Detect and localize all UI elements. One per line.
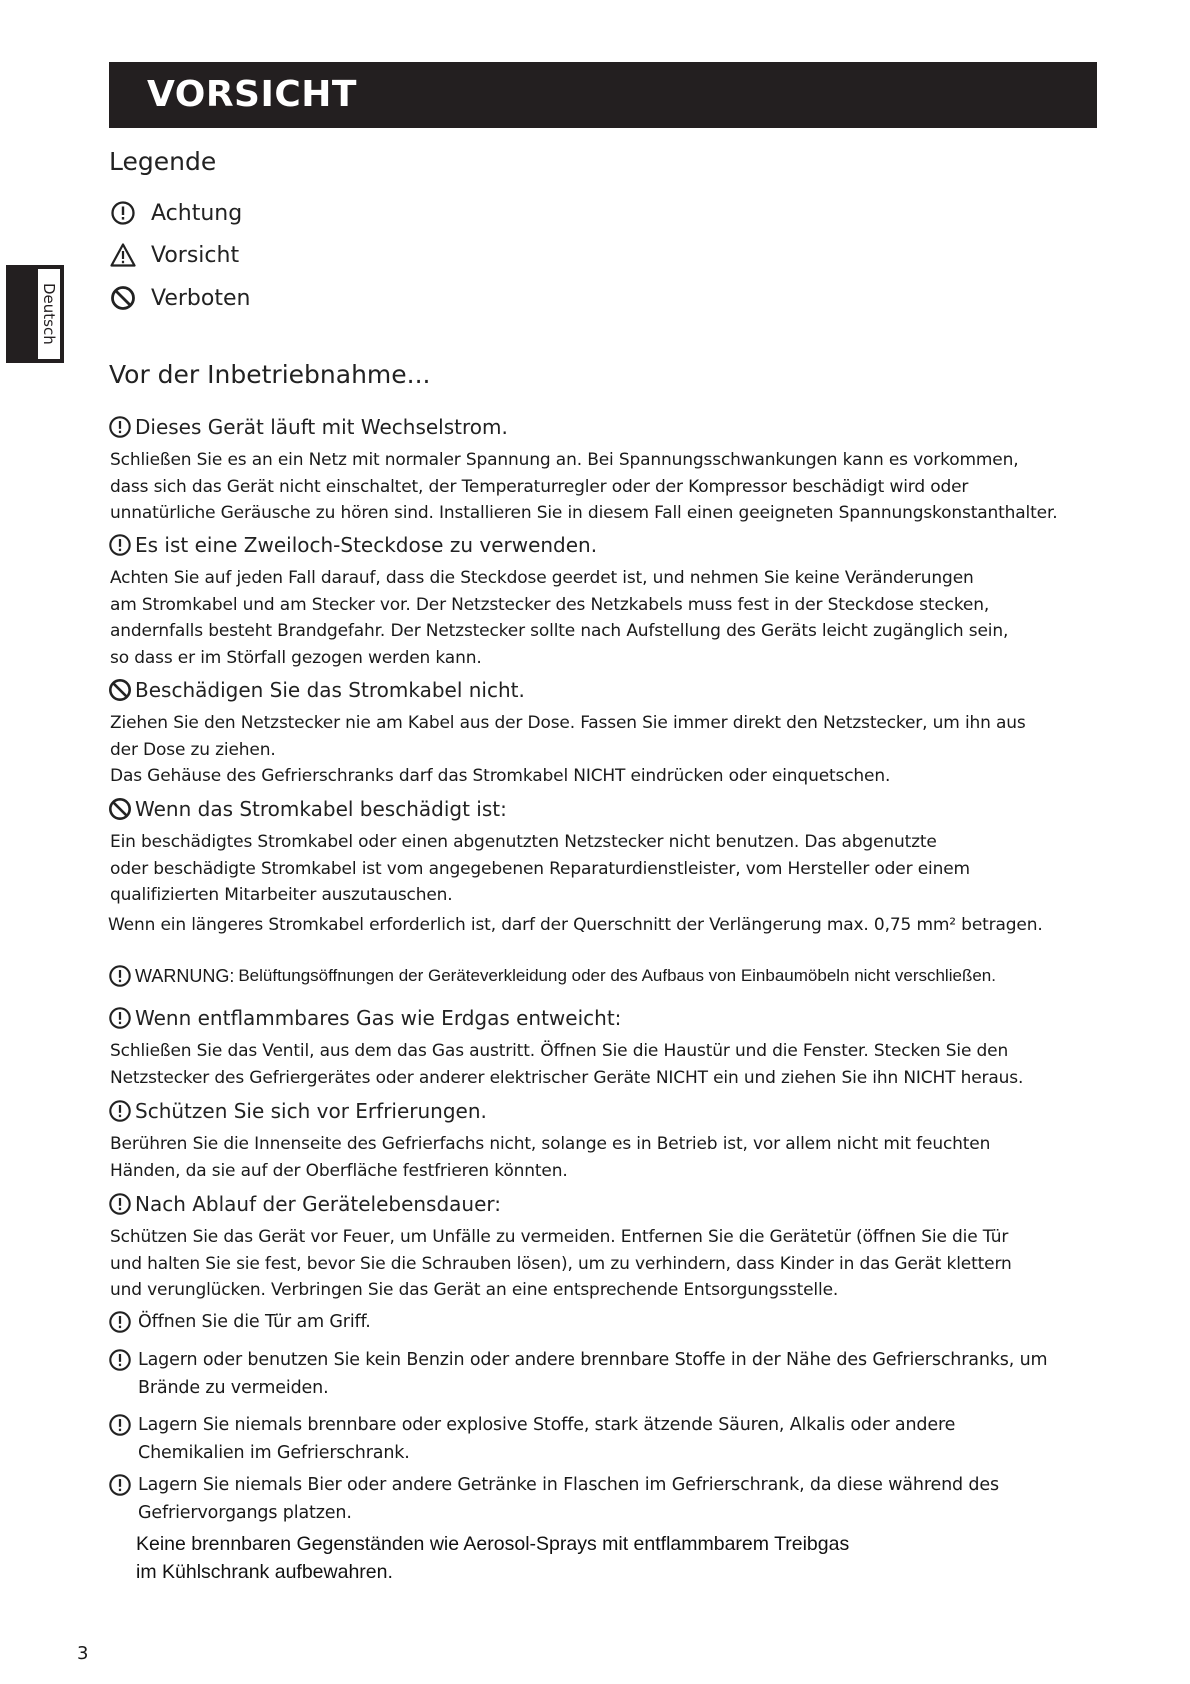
attention-circle-icon [108,1348,132,1372]
safety-item-title [108,1097,1108,1125]
safety-item [108,795,1108,909]
safety-item [108,413,1108,527]
prohibited-icon [108,678,132,702]
legend-label: Vorsicht [151,242,240,268]
aerosol-note: Keine brennbaren Gegenständen wie Aerosol-Sprays mit entflammbarem Treibgas im Kühlschrank aufbewahren. [136,1533,850,1583]
safety-item [108,676,1108,790]
item-title-text: Es ist eine Zweiloch-Steckdose zu verwenden. [135,533,598,557]
attention-circle-icon [108,1192,132,1216]
list-item-text: Lagern oder benutzen Sie kein Benzin oder andere brennbare Stoffe in der Nähe des Gefrierschranks, um Brände zu vermeiden. [138,1350,1048,1398]
item-title-text: Beschädigen Sie das Stromkabel nicht. [135,678,525,702]
item-body: Schützen Sie das Gerät vor Feuer, um Unfälle zu vermeiden. Entfernen Sie die Gerätetür (öffnen Sie die Tür und halten Sie sie fest, bevor Sie die Schrauben lösen), um zu verhindern, dass Kinder in das Gerät klettern und verunglücken. Verbringen Sie das Gerät an eine entsprechende Entsorgungsstelle. [110,1227,1012,1300]
page-banner [109,62,1097,128]
safety-item [108,531,1108,671]
safety-item [108,1097,1108,1184]
safety-item [108,1190,1108,1304]
attention-circle-icon [108,1413,132,1437]
item-title-text: Nach Ablauf der Gerätelebensdauer: [135,1192,502,1216]
item-body: Ziehen Sie den Netzstecker nie am Kabel aus der Dose. Fassen Sie immer direkt den Netzstecker, um ihn aus der Dose zu ziehen. Das Gehäuse des Gefrierschranks darf das Stromkabel NICHT eindrücken oder einquetschen. [110,713,1026,786]
legend-label: Achtung [151,200,243,226]
safety-item-title [108,1004,1108,1032]
legend-item-prohibited [110,283,250,313]
safety-item-title [108,531,1108,559]
item-body: Schließen Sie es an ein Netz mit normaler Spannung an. Bei Spannungsschwankungen kann es vorkommen, dass sich das Gerät nicht einschaltet, der Temperaturregler oder der Kompressor beschädigt wird oder unnatürliche Geräusche zu hören sind. Installieren Sie in diesem Fall einen geeigneten Spannungskonstanthalter. [110,450,1058,523]
attention-circle-icon [110,200,136,226]
cable-note: Wenn ein längeres Stromkabel erforderlich ist, darf der Querschnitt der Verlängerung max. 0,75 mm² betragen. [108,915,1043,935]
safety-item [108,1004,1108,1091]
warning-triangle-icon [110,242,136,268]
list-item-text: Lagern Sie niemals Bier oder andere Getränke in Flaschen im Gefrierschrank, da diese während des Gefriervorgangs platzen. [138,1475,999,1523]
ventilation-warning [108,964,996,988]
legend-label: Verboten [151,285,251,311]
list-item [108,1308,1108,1336]
item-title-text: Wenn das Stromkabel beschädigt ist: [135,797,507,821]
attention-circle-icon [108,1006,132,1030]
list-item [108,1471,1108,1527]
page-title: VORSICHT [147,74,357,115]
warning-label: WARNUNG: [135,965,235,986]
item-body: Ein beschädigtes Stromkabel oder einen abgenutzten Netzstecker nicht benutzen. Das abgenutzte oder beschädigte Stromkabel ist vom angegebenen Reparaturdienstleister, vom Hersteller oder einem qualifizierten Mitarbeiter auszutauschen. [110,832,970,905]
legend-heading: Legende [109,147,217,176]
safety-item-title [108,1190,1108,1218]
section-heading: Vor der Inbetriebnahme... [109,360,431,389]
legend-item-caution [110,240,239,270]
list-item [108,1411,1108,1467]
attention-circle-icon [108,533,132,557]
page-number: 3 [77,1643,89,1664]
item-body: Berühren Sie die Innenseite des Gefrierfachs nicht, solange es in Betrieb ist, vor allem nicht mit feuchten Händen, da sie auf der Oberfläche festfrieren könnten. [110,1134,991,1181]
item-body: Achten Sie auf jeden Fall darauf, dass die Steckdose geerdet ist, und nehmen Sie keine Veränderungen am Stromkabel und am Stecker vor. Der Netzstecker des Netzkabels muss fest in der Steckdose stecken, andernfalls besteht Brandgefahr. Der Netzstecker sollte nach Aufstellung des Geräts leicht zugänglich sein, so dass er im Störfall gezogen werden kann. [110,568,1009,668]
attention-circle-icon [108,415,132,439]
item-body: Schließen Sie das Ventil, aus dem das Gas austritt. Öffnen Sie die Haustür und die Fenster. Stecken Sie den Netzstecker des Gefriergerätes oder anderer elektrischer Geräte NICHT ein und ziehen Sie ihn NICHT heraus. [110,1041,1024,1088]
item-title-text: Dieses Gerät läuft mit Wechselstrom. [135,415,508,439]
language-tab-label: Deutsch [37,268,61,360]
attention-circle-icon [108,1099,132,1123]
list-item-text: Öffnen Sie die Tür am Griff. [138,1312,371,1332]
warning-text: Belüftungsöffnungen der Geräteverkleidung oder des Aufbaus von Einbaumöbeln nicht verschließen. [238,966,996,985]
item-title-text: Wenn entflammbares Gas wie Erdgas entweicht: [135,1006,622,1030]
attention-circle-icon [108,1310,132,1334]
list-item [108,1346,1108,1402]
legend-item-attention [110,198,242,228]
item-title-text: Schützen Sie sich vor Erfrierungen. [135,1099,487,1123]
prohibited-icon [110,285,136,311]
prohibited-icon [108,797,132,821]
attention-circle-icon [108,1473,132,1497]
safety-item-title [108,413,1108,441]
attention-circle-icon [108,964,132,988]
list-item-text: Lagern Sie niemals brennbare oder explosive Stoffe, stark ätzende Säuren, Alkalis oder andere Chemikalien im Gefrierschrank. [138,1415,956,1463]
safety-item-title [108,676,1108,704]
safety-item-title [108,795,1108,823]
